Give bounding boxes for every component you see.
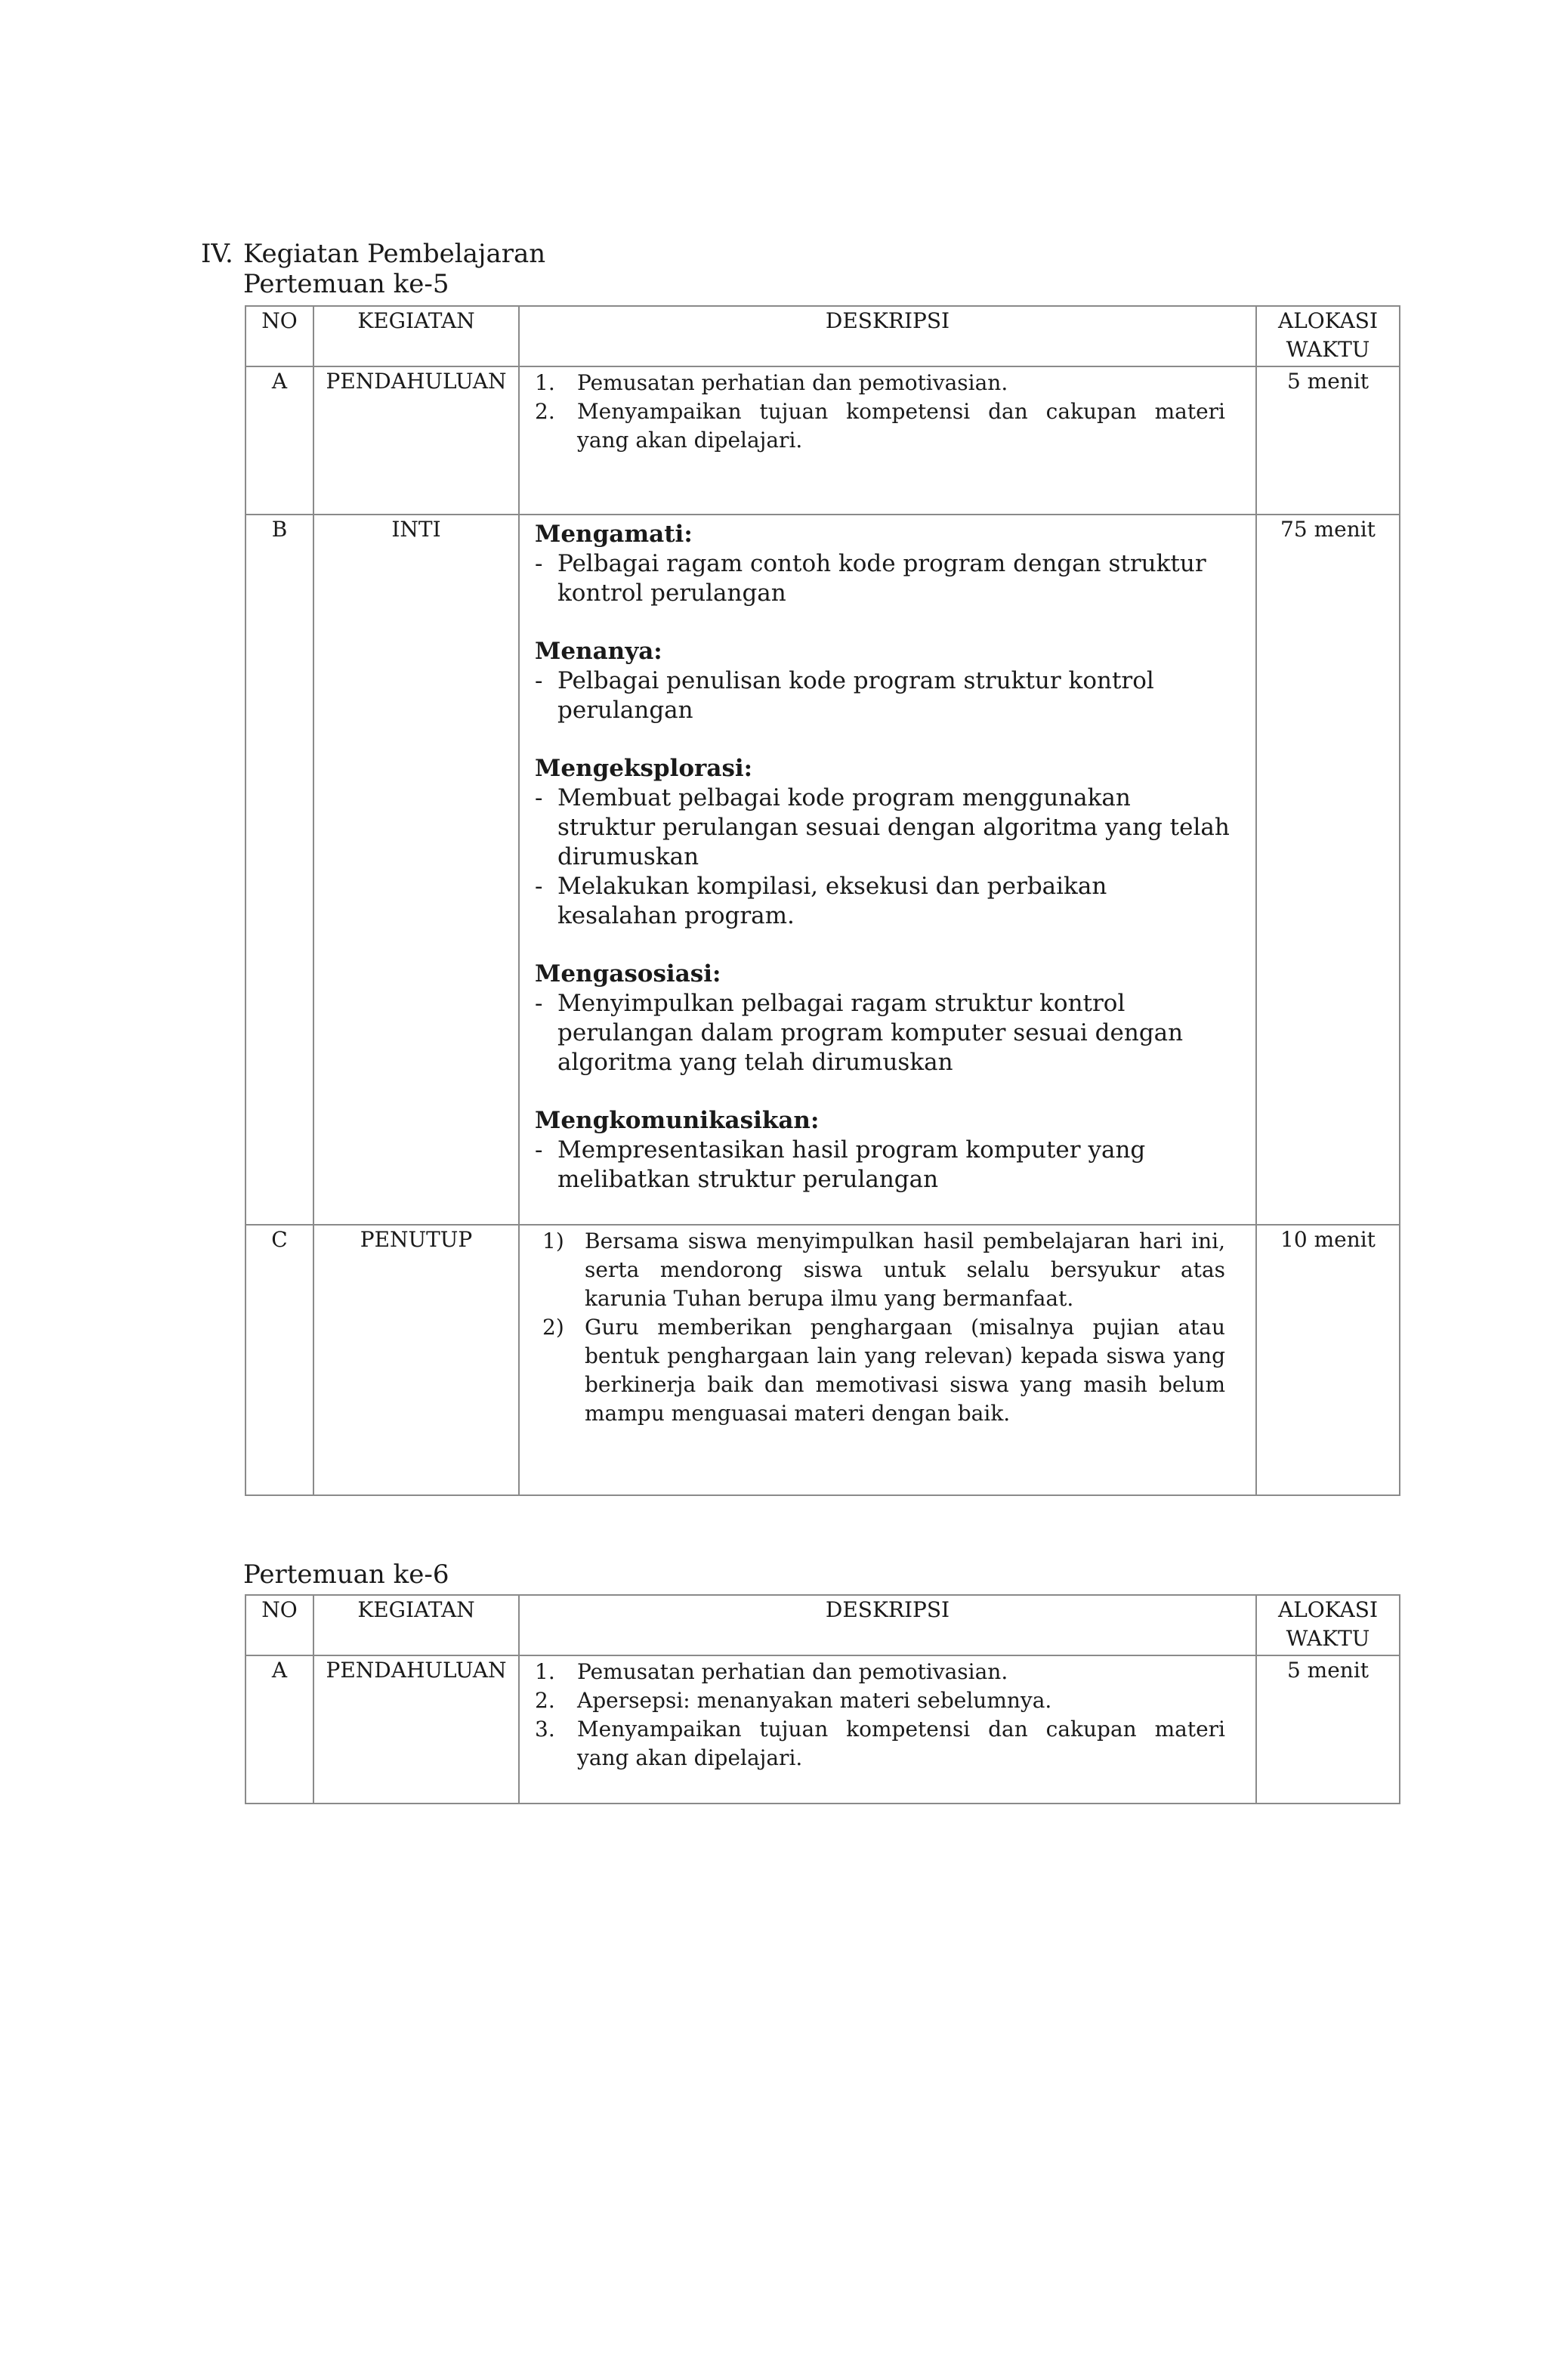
list-item bbox=[535, 1715, 1225, 1773]
row-deskripsi bbox=[519, 366, 1256, 515]
header-kegiatan: KEGIATAN bbox=[313, 306, 519, 366]
inti-stages bbox=[520, 515, 1255, 1208]
row-kegiatan: PENDAHULUAN bbox=[313, 366, 519, 515]
stage-bullet: - Pelbagai penulisan kode program struktur kontrol perulangan bbox=[535, 666, 1233, 725]
stage-title-mengasosiasi: Mengasosiasi: bbox=[535, 960, 721, 988]
header-no: NO bbox=[245, 1595, 313, 1655]
list-number: 1. bbox=[535, 1659, 555, 1684]
row-deskripsi bbox=[519, 515, 1256, 1225]
list-item bbox=[542, 1313, 1225, 1428]
header-no: NO bbox=[245, 306, 313, 366]
row-kegiatan: PENDAHULUAN bbox=[313, 1655, 519, 1804]
list-text: Pemusatan perhatian dan pemotivasian. bbox=[577, 1659, 1008, 1684]
stage-bullet: - Pelbagai ragam contoh kode program dengan struktur kontrol perulangan bbox=[535, 549, 1233, 608]
numbered-list bbox=[520, 369, 1255, 455]
list-text: Menyampaikan tujuan kompetensi dan cakupan materi yang akan dipelajari. bbox=[577, 399, 1225, 453]
bullet-text: Membuat pelbagai kode program menggunakan struktur perulangan sesuai dengan algoritma yang telah dirumuskan bbox=[557, 784, 1230, 870]
row-kegiatan: PENUTUP bbox=[313, 1225, 519, 1495]
list-number: 2. bbox=[535, 1688, 555, 1713]
stage-bullet: - Mempresentasikan hasil program komputer yang melibatkan struktur perulangan bbox=[535, 1136, 1233, 1195]
table-row-pendahuluan bbox=[245, 1655, 1400, 1804]
section-title: Kegiatan Pembelajaran bbox=[243, 239, 546, 269]
numbered-list bbox=[520, 1658, 1255, 1773]
table-row-pendahuluan bbox=[245, 366, 1400, 515]
list-number: 3. bbox=[535, 1717, 555, 1742]
row-kegiatan: INTI bbox=[313, 515, 519, 1225]
header-alokasi bbox=[1256, 306, 1400, 366]
activity-table-meeting-6 bbox=[245, 1594, 1400, 1804]
table-row-inti bbox=[245, 515, 1400, 1225]
stage-bullet: - Melakukan kompilasi, eksekusi dan perbaikan kesalahan program. bbox=[535, 872, 1233, 931]
header-deskripsi: DESKRIPSI bbox=[519, 1595, 1256, 1655]
header-alokasi-line1: ALOKASI bbox=[1277, 308, 1378, 333]
list-text: Menyampaikan tujuan kompetensi dan cakupan materi yang akan dipelajari. bbox=[577, 1717, 1225, 1770]
list-text: Guru memberikan penghargaan (misalnya pujian atau bentuk penghargaan lain yang relevan) kepada siswa yang berkinerja baik dan memotivasi siswa yang masih belum mampu menguasai materi dengan baik. bbox=[585, 1315, 1225, 1426]
row-no: B bbox=[245, 515, 313, 1225]
header-alokasi-line1: ALOKASI bbox=[1277, 1597, 1378, 1622]
header-deskripsi: DESKRIPSI bbox=[519, 306, 1256, 366]
bullet-text: Mempresentasikan hasil program komputer yang melibatkan struktur perulangan bbox=[557, 1136, 1146, 1193]
list-number: 1. bbox=[535, 370, 555, 395]
stage-title-mengkomunikasikan: Mengkomunikasikan: bbox=[535, 1107, 820, 1134]
list-number: 2) bbox=[542, 1315, 564, 1340]
list-item bbox=[535, 1686, 1225, 1715]
list-item bbox=[535, 397, 1225, 455]
table-header-row bbox=[245, 306, 1400, 366]
row-no: A bbox=[245, 366, 313, 515]
meeting-label-6: Pertemuan ke-6 bbox=[243, 1559, 449, 1590]
row-alokasi: 5 menit bbox=[1256, 1655, 1400, 1804]
row-alokasi: 5 menit bbox=[1256, 366, 1400, 515]
bullet-text: Pelbagai ragam contoh kode program dengan struktur kontrol perulangan bbox=[557, 550, 1206, 607]
stage-title-mengamati: Mengamati: bbox=[535, 521, 693, 548]
table-row-penutup bbox=[245, 1225, 1400, 1495]
numbered-list bbox=[520, 1227, 1255, 1428]
stage-title-menanya: Menanya: bbox=[535, 638, 662, 665]
row-no: A bbox=[245, 1655, 313, 1804]
row-deskripsi bbox=[519, 1225, 1256, 1495]
row-alokasi: 10 menit bbox=[1256, 1225, 1400, 1495]
row-deskripsi bbox=[519, 1655, 1256, 1804]
header-alokasi-line2: WAKTU bbox=[1286, 1626, 1370, 1651]
section-number: IV. bbox=[201, 239, 233, 269]
meeting-label-5: Pertemuan ke-5 bbox=[243, 269, 449, 299]
list-number: 2. bbox=[535, 399, 555, 424]
row-alokasi: 75 menit bbox=[1256, 515, 1400, 1225]
section-heading bbox=[201, 239, 545, 269]
bullet-text: Pelbagai penulisan kode program struktur kontrol perulangan bbox=[557, 667, 1154, 724]
list-item bbox=[542, 1227, 1225, 1313]
header-alokasi-line2: WAKTU bbox=[1286, 337, 1370, 362]
stage-bullet: - Menyimpulkan pelbagai ragam struktur kontrol perulangan dalam program komputer sesuai dengan algoritma yang telah dirumuskan bbox=[535, 989, 1233, 1077]
list-number: 1) bbox=[542, 1229, 564, 1253]
row-no: C bbox=[245, 1225, 313, 1495]
activity-table-meeting-5 bbox=[245, 305, 1400, 1496]
table-header-row bbox=[245, 1595, 1400, 1655]
list-text: Apersepsi: menanyakan materi sebelumnya. bbox=[577, 1688, 1052, 1713]
list-item bbox=[535, 1658, 1225, 1686]
list-text: Pemusatan perhatian dan pemotivasian. bbox=[577, 370, 1008, 395]
header-alokasi bbox=[1256, 1595, 1400, 1655]
stage-bullet: - Membuat pelbagai kode program menggunakan struktur perulangan sesuai dengan algoritma yang telah dirumuskan bbox=[535, 784, 1233, 872]
stage-title-mengeksplorasi: Mengeksplorasi: bbox=[535, 755, 753, 782]
list-item bbox=[535, 369, 1225, 397]
bullet-text: Melakukan kompilasi, eksekusi dan perbaikan kesalahan program. bbox=[557, 873, 1107, 929]
list-text: Bersama siswa menyimpulkan hasil pembelajaran hari ini, serta mendorong siswa untuk selalu bersyukur atas karunia Tuhan berupa ilmu yang bermanfaat. bbox=[585, 1229, 1225, 1311]
header-kegiatan: KEGIATAN bbox=[313, 1595, 519, 1655]
bullet-text: Menyimpulkan pelbagai ragam struktur kontrol perulangan dalam program komputer sesuai dengan algoritma yang telah dirumuskan bbox=[557, 990, 1184, 1076]
